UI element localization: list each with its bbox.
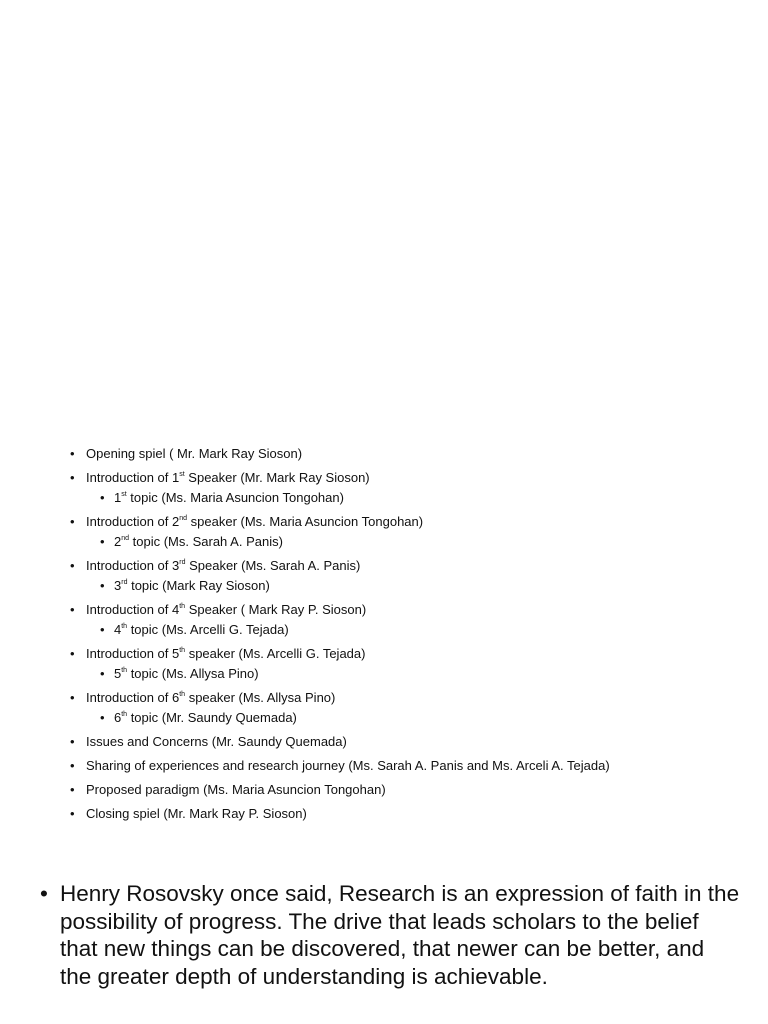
sub-item bbox=[86, 664, 768, 684]
ordinal-suffix: th bbox=[179, 690, 186, 698]
agenda-item-text: Proposed paradigm (Ms. Maria Asuncion Tongohan) bbox=[86, 782, 386, 797]
ordinal-suffix: th bbox=[121, 710, 128, 718]
agenda-item bbox=[0, 468, 768, 508]
agenda-item-text: Introduction of 2 bbox=[86, 514, 180, 529]
sub-item bbox=[86, 488, 768, 508]
agenda-item-text-rest: Speaker (Ms. Sarah A. Panis) bbox=[185, 558, 361, 573]
agenda-item bbox=[0, 804, 768, 824]
bullet-icon: • bbox=[70, 514, 75, 529]
bullet-icon: • bbox=[100, 710, 105, 725]
bullet-icon: • bbox=[70, 646, 75, 661]
bullet-icon: • bbox=[100, 622, 105, 637]
sub-list bbox=[86, 664, 768, 684]
bullet-icon: • bbox=[100, 578, 105, 593]
agenda-item-text-rest: Speaker ( Mark Ray P. Sioson) bbox=[185, 602, 367, 617]
ordinal-suffix: st bbox=[179, 470, 185, 478]
sub-list bbox=[86, 576, 768, 596]
sub-item-text-rest: topic (Mark Ray Sioson) bbox=[127, 578, 270, 593]
agenda-item bbox=[0, 732, 768, 752]
ordinal-suffix: rd bbox=[179, 558, 186, 566]
sub-item-text-rest: topic (Ms. Allysa Pino) bbox=[127, 666, 259, 681]
bullet-icon: • bbox=[40, 881, 48, 906]
bullet-icon: • bbox=[70, 806, 75, 821]
sub-item bbox=[86, 708, 768, 728]
ordinal-suffix: nd bbox=[121, 534, 130, 542]
ordinal-suffix: nd bbox=[179, 514, 188, 522]
quote-text: Henry Rosovsky once said, Research is an expression of faith in the possibility of progress. The drive that leads scholars to the belief that new things can be discovered, that newer can be better, and the greater depth of understanding is achievable. bbox=[60, 881, 740, 989]
ordinal-suffix: st bbox=[121, 490, 127, 498]
agenda-item bbox=[0, 644, 768, 684]
quote-paragraph bbox=[40, 880, 740, 990]
sub-item bbox=[86, 532, 768, 552]
bullet-icon: • bbox=[70, 758, 75, 773]
ordinal-suffix: th bbox=[179, 646, 186, 654]
bullet-icon: • bbox=[70, 734, 75, 749]
sub-list bbox=[86, 488, 768, 508]
sub-item-text: 4 bbox=[114, 622, 122, 637]
bullet-icon: • bbox=[100, 490, 105, 505]
agenda-item-text-rest: speaker (Ms. Allysa Pino) bbox=[185, 690, 336, 705]
sub-item-text: 2 bbox=[114, 534, 122, 549]
ordinal-suffix: th bbox=[121, 666, 128, 674]
sub-item bbox=[86, 620, 768, 640]
ordinal-suffix: th bbox=[121, 622, 128, 630]
agenda-item-text: Introduction of 6 bbox=[86, 690, 180, 705]
bullet-icon: • bbox=[70, 470, 75, 485]
agenda-item bbox=[0, 512, 768, 552]
sub-item bbox=[86, 576, 768, 596]
sub-list bbox=[86, 532, 768, 552]
agenda-item bbox=[0, 444, 768, 464]
agenda-item bbox=[0, 756, 768, 776]
ordinal-suffix: th bbox=[179, 602, 186, 610]
agenda-item-text-rest: speaker (Ms. Arcelli G. Tejada) bbox=[185, 646, 366, 661]
agenda-item-text: Introduction of 3 bbox=[86, 558, 180, 573]
agenda-item-text: Sharing of experiences and research journey (Ms. Sarah A. Panis and Ms. Arceli A. Tejada) bbox=[86, 758, 610, 773]
agenda-item bbox=[0, 600, 768, 640]
sub-item-text: 3 bbox=[114, 578, 122, 593]
bullet-icon: • bbox=[70, 782, 75, 797]
agenda-item bbox=[0, 780, 768, 800]
bullet-icon: • bbox=[70, 690, 75, 705]
sub-item-text: 1 bbox=[114, 490, 122, 505]
agenda-item-text: Introduction of 5 bbox=[86, 646, 180, 661]
sub-list bbox=[86, 620, 768, 640]
sub-item-text: 6 bbox=[114, 710, 122, 725]
agenda-item-text: Introduction of 4 bbox=[86, 602, 180, 617]
sub-item-text: 5 bbox=[114, 666, 122, 681]
ordinal-suffix: rd bbox=[121, 578, 128, 586]
bullet-icon: • bbox=[70, 558, 75, 573]
agenda-item bbox=[0, 556, 768, 596]
sub-item-text-rest: topic (Ms. Arcelli G. Tejada) bbox=[127, 622, 289, 637]
sub-list bbox=[86, 708, 768, 728]
sub-item-text-rest: topic (Ms. Maria Asuncion Tongohan) bbox=[126, 490, 344, 505]
agenda-item-text: Opening spiel ( Mr. Mark Ray Sioson) bbox=[86, 446, 303, 461]
agenda-item-text: Closing spiel (Mr. Mark Ray P. Sioson) bbox=[86, 806, 307, 821]
agenda-list bbox=[0, 444, 768, 828]
agenda-item-text: Introduction of 1 bbox=[86, 470, 180, 485]
sub-item-text-rest: topic (Mr. Saundy Quemada) bbox=[127, 710, 297, 725]
agenda-item-text-rest: speaker (Ms. Maria Asuncion Tongohan) bbox=[187, 514, 424, 529]
bullet-icon: • bbox=[70, 602, 75, 617]
agenda-item bbox=[0, 688, 768, 728]
sub-item-text-rest: topic (Ms. Sarah A. Panis) bbox=[129, 534, 283, 549]
agenda-item-text-rest: Speaker (Mr. Mark Ray Sioson) bbox=[184, 470, 370, 485]
bullet-icon: • bbox=[100, 534, 105, 549]
bullet-icon: • bbox=[70, 446, 75, 461]
agenda-item-text: Issues and Concerns (Mr. Saundy Quemada) bbox=[86, 734, 347, 749]
bullet-icon: • bbox=[100, 666, 105, 681]
